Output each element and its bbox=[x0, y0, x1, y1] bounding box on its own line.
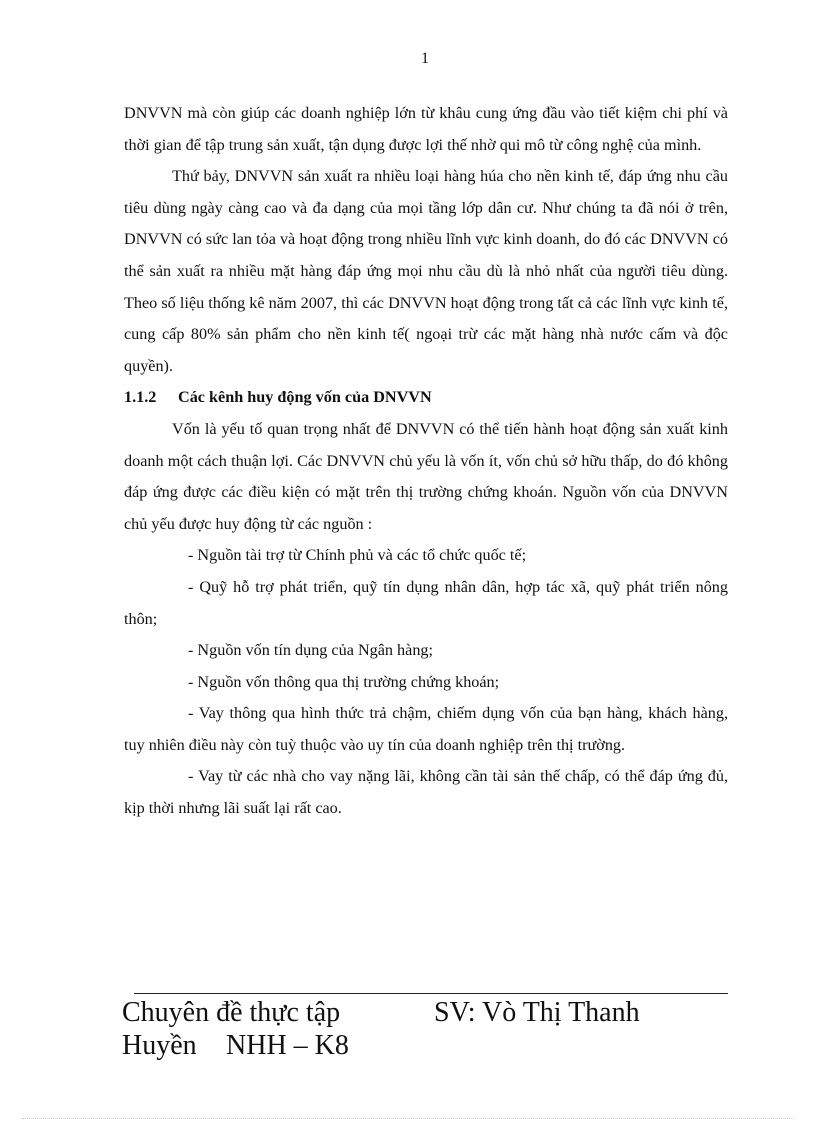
page-number: 1 bbox=[421, 50, 429, 67]
paragraph: Vốn là yếu tố quan trọng nhất để DNVVN có thể tiến hành hoạt động sản xuất kinh doanh một cách thuận lợi. Các DNVVN chủ yếu là vốn ít, vốn chủ sở hữu thấp, do đó không đáp ứng được các điều kiện có mặt trên thị trường chứng khoán. Nguồn vốn của DNVVN chủ yếu được huy động từ các nguồn : bbox=[124, 419, 728, 533]
document-body bbox=[124, 98, 728, 825]
section-number: 1.1.2 bbox=[124, 388, 157, 407]
list-item: - Quỹ hỗ trợ phát triển, quỹ tín dụng nhân dân, hợp tác xã, quỹ phát triển nông thôn; bbox=[124, 577, 728, 628]
list-item: - Nguồn vốn tín dụng của Ngân hàng; bbox=[188, 641, 434, 660]
footer-student-name: Huyền bbox=[122, 1030, 197, 1061]
page-footer bbox=[122, 996, 742, 1062]
footer-student: SV: Vò Thị Thanh bbox=[434, 997, 640, 1028]
footer-rule bbox=[134, 993, 728, 994]
section-title: Các kênh huy động vốn của DNVVN bbox=[178, 388, 432, 407]
paragraph: Thứ bảy, DNVVN sản xuất ra nhiều loại hàng húa cho nền kinh tế, đáp ứng nhu cầu tiêu dùng ngày càng cao và đa dạng của mọi tầng lớp dân cư. Như chúng ta đã nói ở trên, DNVVN có sức lan tỏa và hoạt động trong nhiều lĩnh vực kinh doanh, do đó các DNVVN có thể sản xuất ra nhiều mặt hàng đáp ứng mọi nhu cầu dù là nhỏ nhất của người tiêu dùng. Theo số liệu thống kê năm 2007, thì các DNVVN hoạt động trong tất cả các lĩnh vực kinh tế, cung cấp 80% sản phẩm cho nền kinh tế( ngoại trừ các mặt hàng nhà nước cấm và độc quyền). bbox=[124, 167, 728, 375]
paragraph: DNVVN mà còn giúp các doanh nghiệp lớn từ khâu cung ứng đầu vào tiết kiệm chi phí và thời gian để tập trung sản xuất, tận dụng được lợi thế nhờ qui mô từ công nghệ của mình. bbox=[124, 104, 728, 154]
footer-course: NHH – K8 bbox=[226, 1030, 349, 1061]
list-item: - Nguồn vốn thông qua thị trường chứng khoán; bbox=[188, 672, 500, 691]
list-item: - Vay từ các nhà cho vay nặng lãi, không cần tài sản thế chấp, có thể đáp ứng đủ, kịp thời nhưng lãi suất lại rất cao. bbox=[124, 767, 728, 818]
list-item: - Vay thông qua hình thức trả chậm, chiếm dụng vốn của bạn hàng, khách hàng, tuy nhiên điều này còn tuỳ thuộc vào uy tín của doanh nghiệp trên thị trường. bbox=[124, 704, 728, 754]
page-edge bbox=[22, 1118, 794, 1119]
footer-report-title: Chuyên đề thực tập bbox=[122, 997, 341, 1028]
list-item: - Nguồn tài trợ từ Chính phủ và các tổ chức quốc tế; bbox=[188, 546, 527, 565]
section-heading bbox=[124, 382, 728, 414]
